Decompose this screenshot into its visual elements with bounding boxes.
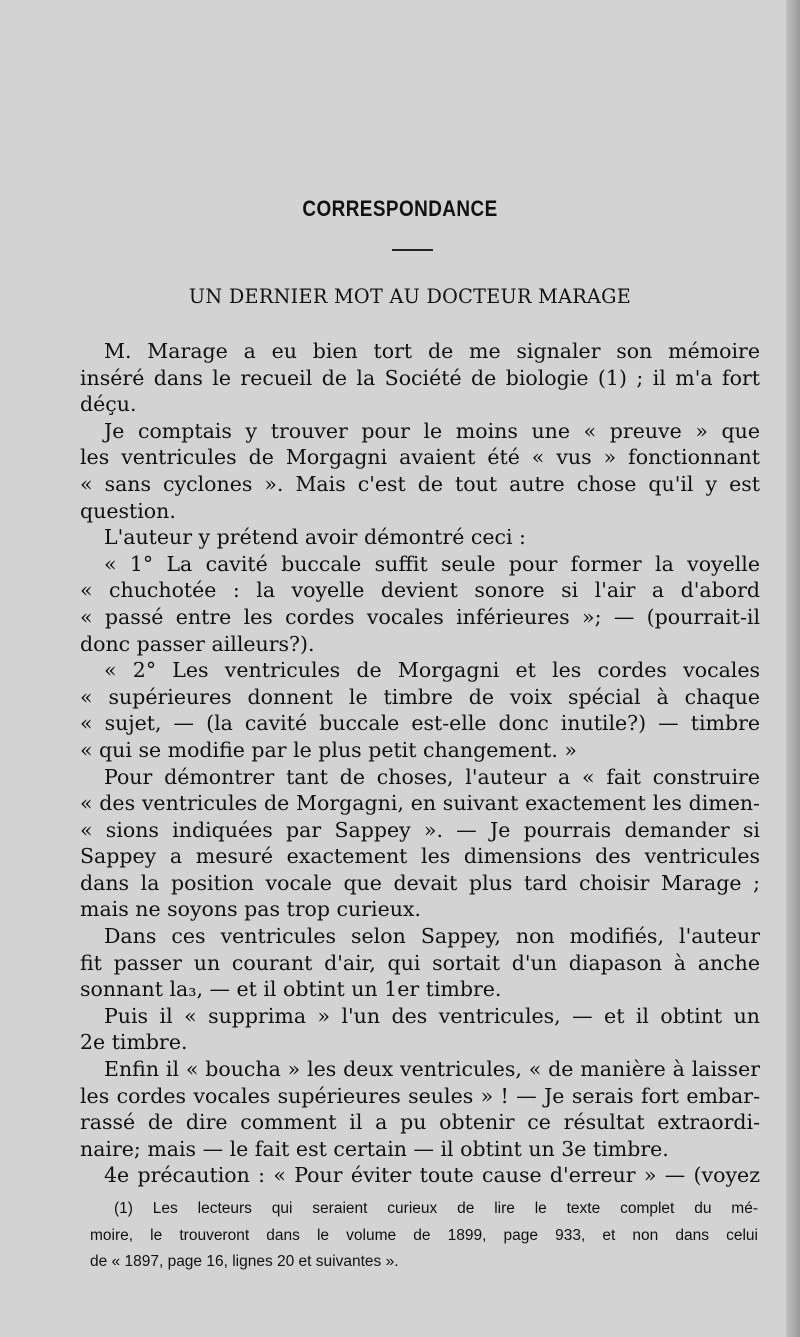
- text-line: « sujet, — (la cavité buccale est-elle donc inutile?) — timbre: [80, 711, 760, 736]
- text-line: dans la position vocale que devait plus tard choisir Marage ;: [80, 870, 760, 895]
- section-heading: CORRESPONDANCE: [302, 196, 498, 221]
- text-line: naire; mais — le fait est certain — il obtint un 3e timbre.: [80, 1136, 669, 1161]
- text-line: 4e précaution : « Pour éviter toute cause d'erreur » — (voyez: [104, 1163, 760, 1188]
- footnote-line: moire, le trouveront dans le volume de 1899, page 933, et non dans celui: [90, 1226, 758, 1244]
- text-line: Pour démontrer tant de choses, l'auteur a « fait construire: [104, 764, 760, 789]
- text-line: « qui se modifie par le plus petit changement. »: [80, 737, 577, 762]
- text-line: « sions indiquées par Sappey ». — Je pourrais demander si: [80, 817, 760, 842]
- text-line: fit passer un courant d'air, qui sortait d'un diapason à anche: [80, 950, 760, 975]
- text-line: rassé de dire comment il a pu obtenir ce résultat extraordi-: [80, 1110, 760, 1135]
- text-line: Sappey a mesuré exactement les dimensions des ventricules: [80, 844, 760, 869]
- text-line: « 1° La cavité buccale suffit seule pour former la voyelle: [104, 551, 760, 576]
- text-line: « 2° Les ventricules de Morgagni et les cordes vocales: [104, 658, 760, 683]
- text-line: 2e timbre.: [80, 1030, 188, 1055]
- text-line: « chuchotée : la voyelle devient sonore si l'air a d'abord: [80, 578, 760, 603]
- text-line: déçu.: [80, 392, 137, 417]
- text-line: L'auteur y prétend avoir démontré ceci :: [104, 525, 526, 550]
- article-title: UN DERNIER MOT AU DOCTEUR MARAGE: [188, 284, 632, 308]
- text-line: mais ne soyons pas trop curieux.: [80, 897, 421, 922]
- text-line: Je comptais y trouver pour le moins une « preuve » que: [104, 418, 760, 443]
- text-line: « passé entre les cordes vocales inférieures »; — (pourrait-il: [80, 604, 760, 629]
- text-line: sonnant la₃, — et il obtint un 1er timbre.: [80, 977, 502, 1002]
- text-line: Puis il « supprima » l'un des ventricules, — et il obtint un: [104, 1003, 760, 1028]
- text-line: « supérieures donnent le timbre de voix spécial à chaque: [80, 684, 760, 709]
- text-line: question.: [80, 498, 176, 523]
- article-body: [80, 338, 760, 1189]
- footnote: [90, 1198, 758, 1278]
- text-line: Enfin il « boucha » les deux ventricules, « de manière à laisser: [104, 1057, 760, 1082]
- text-line: donc passer ailleurs?).: [80, 631, 315, 656]
- text-line: « des ventricules de Morgagni, en suivant exactement les dimen-: [80, 791, 760, 816]
- footnote-line: de « 1897, page 16, lignes 20 et suivantes ».: [90, 1253, 399, 1271]
- text-line: Dans ces ventricules selon Sappey, non modifiés, l'auteur: [104, 924, 760, 949]
- text-line: M. Marage a eu bien tort de me signaler son mémoire: [104, 339, 760, 363]
- text-line: « sans cyclones ». Mais c'est de tout autre chose qu'il y est: [80, 471, 760, 496]
- heading-rule: [392, 249, 433, 251]
- text-line: inséré dans le recueil de la Société de biologie (1) ; il m'a fort: [80, 365, 760, 390]
- footnote-line: (1) Les lecteurs qui seraient curieux de lire le texte complet du mé-: [114, 1200, 758, 1217]
- text-line: les ventricules de Morgagni avaient été « vus » fonctionnant: [80, 445, 760, 470]
- text-line: les cordes vocales supérieures seules » ! — Je serais fort embar-: [80, 1083, 760, 1108]
